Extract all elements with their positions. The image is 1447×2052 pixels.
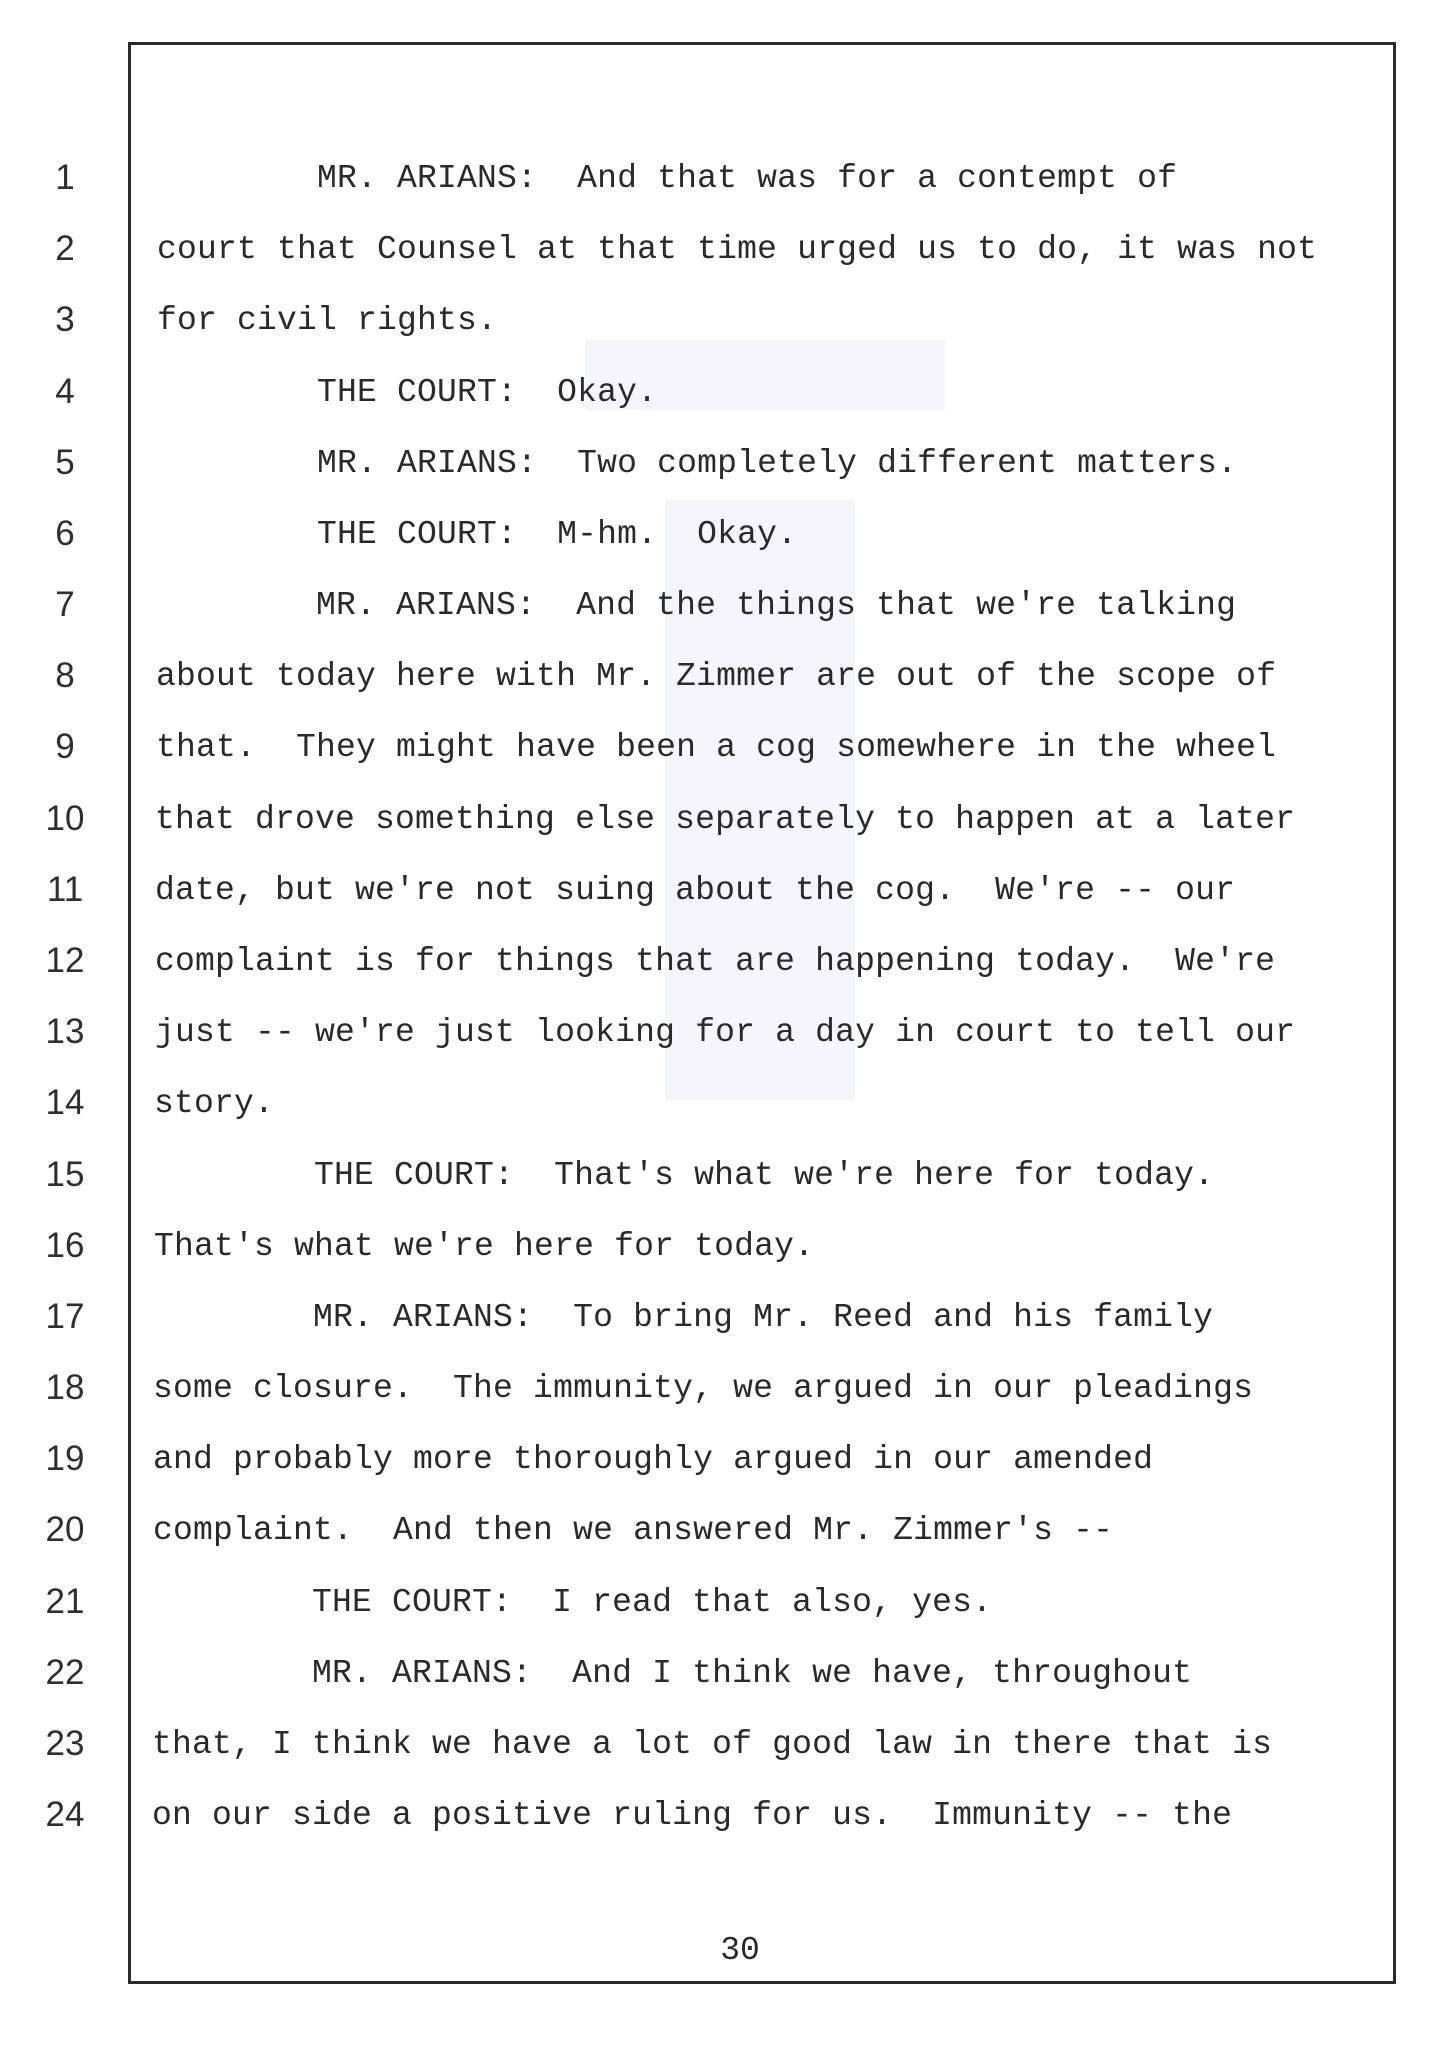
transcript-line: court that Counsel at that time urged us to do, it was not <box>157 231 1318 268</box>
line-number: 1 <box>55 158 75 197</box>
line-number: 9 <box>55 727 75 766</box>
line-number: 17 <box>45 1297 85 1336</box>
line-number: 18 <box>45 1368 85 1407</box>
line-number: 23 <box>45 1724 85 1763</box>
line-number: 20 <box>45 1510 85 1549</box>
line-number: 13 <box>45 1012 85 1051</box>
line-number: 4 <box>55 372 75 411</box>
transcript-line: THE COURT: M-hm. Okay. <box>157 516 798 553</box>
transcript-line: that. They might have been a cog somewhere in the wheel <box>156 729 1277 766</box>
transcript-line: that drove something else separately to happen at a later <box>155 801 1296 838</box>
transcript-line: story. <box>154 1085 275 1122</box>
transcript-line: for civil rights. <box>157 302 498 339</box>
transcript-line: MR. ARIANS: And I think we have, throughout <box>152 1655 1193 1692</box>
transcript-line: MR. ARIANS: Two completely different matters. <box>157 445 1238 482</box>
line-number: 8 <box>55 656 75 695</box>
transcript-line: THE COURT: I read that also, yes. <box>152 1584 993 1621</box>
transcript-line: that, I think we have a lot of good law in there that is <box>152 1726 1273 1763</box>
page-number: 30 <box>720 1932 760 1969</box>
line-number: 5 <box>55 443 75 482</box>
line-number: 15 <box>45 1155 85 1194</box>
transcript-line: about today here with Mr. Zimmer are out of the scope of <box>156 658 1277 695</box>
line-number: 16 <box>45 1226 85 1265</box>
transcript-line: THE COURT: Okay. <box>157 374 658 411</box>
transcript-line: MR. ARIANS: To bring Mr. Reed and his family <box>153 1299 1214 1336</box>
line-number: 10 <box>45 799 85 838</box>
transcript-line: date, but we're not suing about the cog. We're -- our <box>155 872 1236 909</box>
line-number: 12 <box>45 941 85 980</box>
transcript-line: MR. ARIANS: And that was for a contempt of <box>157 160 1178 197</box>
line-number: 19 <box>45 1439 85 1478</box>
transcript-line: on our side a positive ruling for us. Immunity -- the <box>152 1797 1233 1834</box>
transcript-line: That's what we're here for today. <box>154 1228 815 1265</box>
line-number: 6 <box>55 514 75 553</box>
line-number: 24 <box>45 1795 85 1834</box>
transcript-line: MR. ARIANS: And the things that we're talking <box>156 587 1237 624</box>
transcript-line: complaint is for things that are happening today. We're <box>155 943 1276 980</box>
line-number: 2 <box>55 229 75 268</box>
line-number: 11 <box>46 870 84 909</box>
line-number: 7 <box>55 585 75 624</box>
line-number: 22 <box>45 1653 85 1692</box>
line-number: 21 <box>45 1582 85 1621</box>
transcript-line: some closure. The immunity, we argued in our pleadings <box>153 1370 1254 1407</box>
transcript-line: just -- we're just looking for a day in court to tell our <box>155 1014 1296 1051</box>
transcript-line: complaint. And then we answered Mr. Zimmer's -- <box>153 1512 1114 1549</box>
transcript-line: THE COURT: That's what we're here for today. <box>154 1157 1215 1194</box>
line-number: 14 <box>45 1083 85 1122</box>
line-number: 3 <box>55 300 75 339</box>
transcript-line: and probably more thoroughly argued in our amended <box>153 1441 1154 1478</box>
